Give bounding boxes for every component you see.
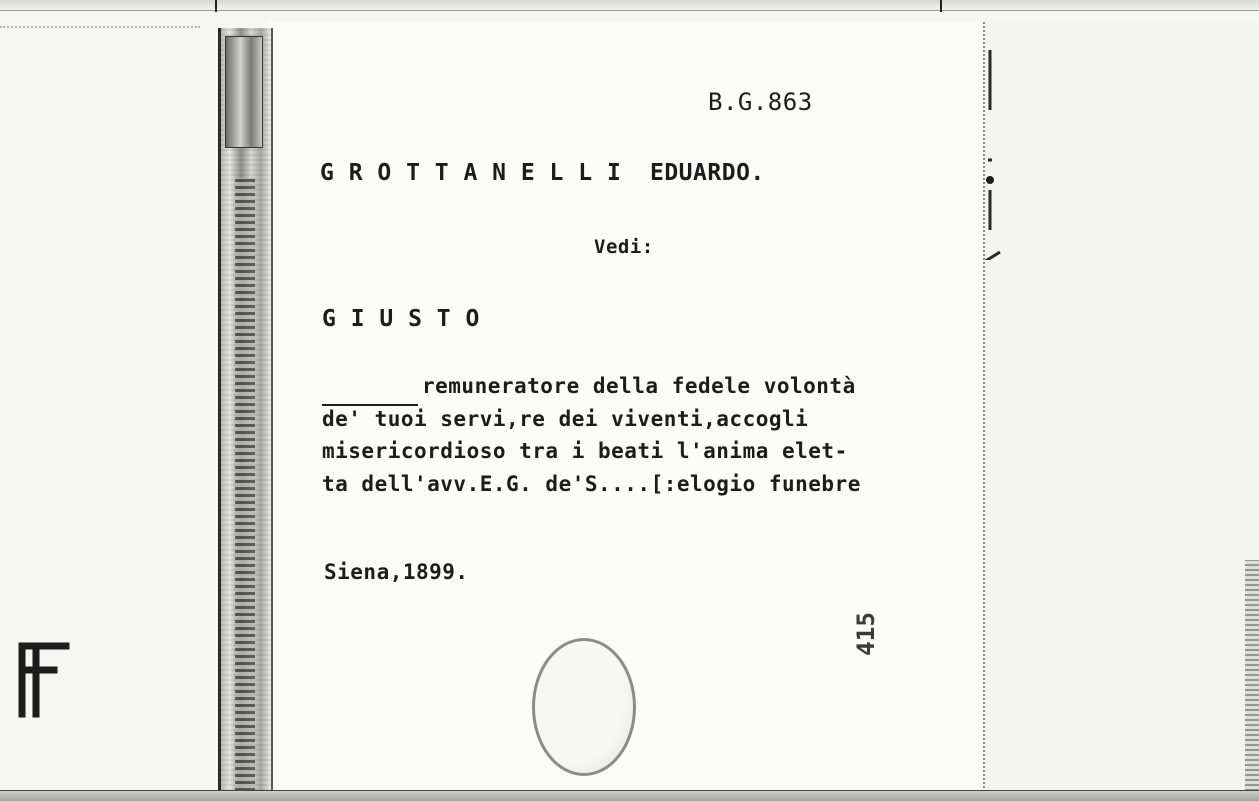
top-edge-mark <box>215 0 217 12</box>
body-line: ta dell'avv.E.G. de'S....[:elogio funebre <box>322 471 861 496</box>
body-line: remuneratore della fedele volontà <box>422 374 856 398</box>
right-edge-strip <box>1245 560 1259 801</box>
scan-bottom-edge <box>0 790 1259 801</box>
binder-clip <box>225 36 263 148</box>
top-edge-mark <box>940 0 942 12</box>
card-body <box>322 370 861 500</box>
punch-hole-icon <box>532 638 636 776</box>
letter-f-icon <box>14 640 74 720</box>
right-margin-marks <box>978 40 1008 260</box>
stamp-number-text: 415 <box>851 612 880 656</box>
body-line: de' tuoi servi,re dei viventi,accogli <box>322 406 809 431</box>
binder-rail <box>235 178 255 798</box>
background-right-area <box>985 22 1259 801</box>
see-label: Vedi: <box>594 236 654 258</box>
scan-top-edge <box>0 0 1259 11</box>
body-line: misericordioso tra i beati l'anima elet- <box>322 439 848 463</box>
imprint-line: Siena,1899. <box>324 560 469 584</box>
shelfmark: B.G.863 <box>708 88 813 116</box>
see-reference-name: G I U S T O <box>322 306 480 332</box>
card-heading: G R O T T A N E L L I EDUARDO. <box>320 160 765 186</box>
stamp-number <box>840 604 894 664</box>
top-dotted-line <box>0 26 200 28</box>
binder-strip <box>218 28 273 801</box>
